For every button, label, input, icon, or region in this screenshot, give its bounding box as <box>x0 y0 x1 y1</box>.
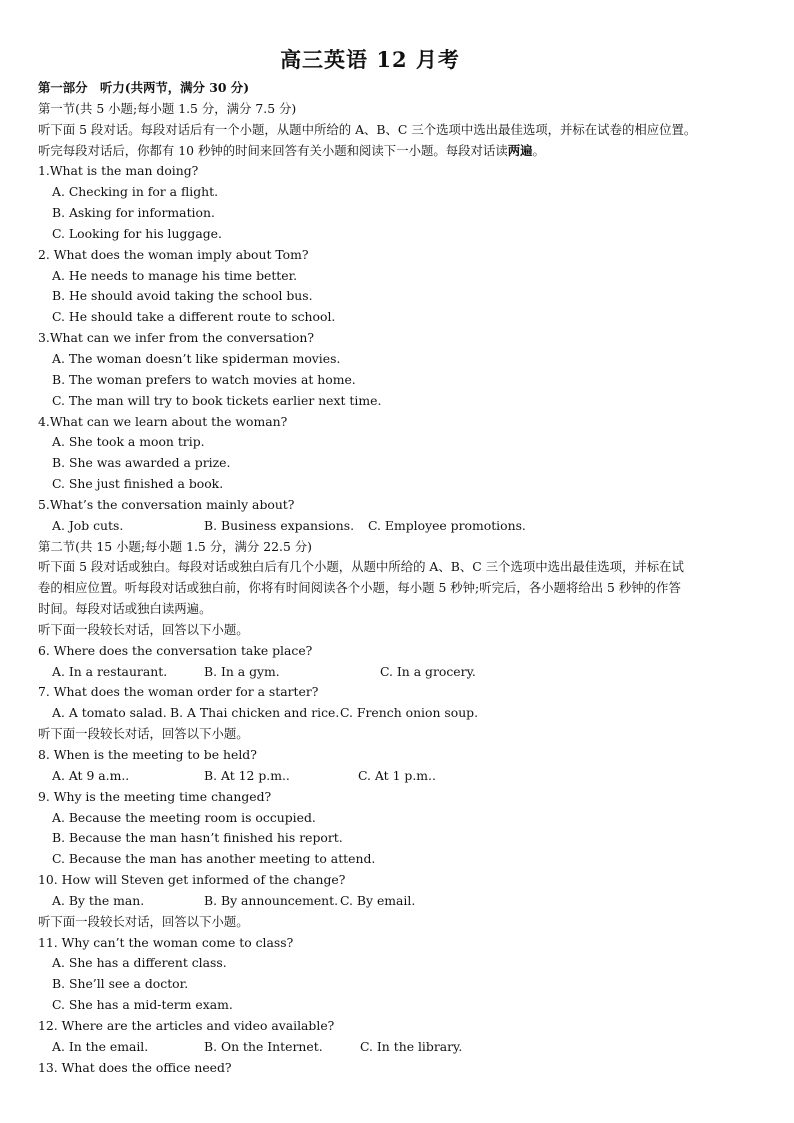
question-12-option-a: A. In the email. <box>52 1038 149 1054</box>
question-10-option-a: A. By the man. <box>52 892 145 908</box>
long-dialogue-note-1: 听下面一段较长对话，回答以下小题。 <box>38 621 249 637</box>
question-5-options <box>38 516 760 537</box>
question-6-option-a: A. In a restaurant. <box>52 663 168 679</box>
question-3: 3.What can we infer from the conversation? <box>38 330 314 346</box>
question-1-option-c: C. Looking for his luggage. <box>52 225 222 241</box>
question-5-option-b: B. Business expansions. <box>204 517 355 533</box>
question-12-option-b: B. On the Internet. <box>204 1038 323 1054</box>
question-12: 12. Where are the articles and video available? <box>38 1017 335 1033</box>
question-3-option-c: C. The man will try to book tickets earlier next time. <box>52 392 382 408</box>
question-11: 11. Why can’t the woman come to class? <box>38 934 294 950</box>
question-3-option-b: B. The woman prefers to watch movies at home. <box>52 371 356 387</box>
question-13: 13. What does the office need? <box>38 1059 232 1075</box>
section1-instructions-2c: 。 <box>532 142 545 158</box>
question-11-option-b: B. She’ll see a doctor. <box>52 976 189 992</box>
question-5: 5.What’s the conversation mainly about? <box>38 496 295 512</box>
section2-instructions-3: 时间。每段对话或独白读两遍。 <box>38 601 212 617</box>
question-1-option-b: B. Asking for information. <box>52 205 215 221</box>
section1-instructions-2b: 两遍 <box>507 142 533 158</box>
question-5-option-c: C. Employee promotions. <box>368 517 526 533</box>
question-11-option-c: C. She has a mid-term exam. <box>52 997 233 1013</box>
question-8-option-a: A. At 9 a.m.. <box>52 767 130 783</box>
question-4-option-a: A. She took a moon trip. <box>52 434 205 450</box>
section1-heading: 第一节(共 5 小题;每小题 1.5 分，满分 7.5 分) <box>38 100 297 116</box>
question-12-option-c: C. In the library. <box>360 1038 463 1054</box>
question-8-option-c: C. At 1 p.m.. <box>358 767 436 783</box>
question-4-option-c: C. She just finished a book. <box>52 476 224 492</box>
question-7-options <box>38 703 760 724</box>
question-1-option-a: A. Checking in for a flight. <box>52 184 219 200</box>
question-6-options <box>38 662 760 683</box>
page-title: 高三英语 12 月考 <box>280 47 460 72</box>
question-10-option-b: B. By announcement. <box>204 892 339 908</box>
question-6: 6. Where does the conversation take place? <box>38 642 313 658</box>
question-10-option-c: C. By email. <box>340 892 416 908</box>
question-1: 1.What is the man doing? <box>38 163 199 179</box>
section2-heading: 第二节(共 15 小题;每小题 1.5 分，满分 22.5 分) <box>38 538 313 554</box>
section1-instructions-2a: 听完每段对话后，你都有 10 秒钟的时间来回答有关小题和阅读下一小题。每段对话读 <box>38 142 508 158</box>
question-10: 10. How will Steven get informed of the change? <box>38 872 346 888</box>
question-4-option-b: B. She was awarded a prize. <box>52 455 231 471</box>
section1-instructions-1: 听下面 5 段对话。每段对话后有一个小题，从题中所给的 A、B、C 三个选项中选出最佳选项，并标在试卷的相应位置。 <box>38 121 697 137</box>
long-dialogue-note-2: 听下面一段较长对话，回答以下小题。 <box>38 726 249 742</box>
question-7-option-a: A. A tomato salad. <box>52 705 167 721</box>
question-3-option-a: A. The woman doesn’t like spiderman movies. <box>52 350 341 366</box>
question-2: 2. What does the woman imply about Tom? <box>38 246 309 262</box>
exam-content <box>38 78 760 1079</box>
question-9-option-b: B. Because the man hasn’t finished his report. <box>52 830 343 846</box>
question-9: 9. Why is the meeting time changed? <box>38 788 272 804</box>
question-7-option-b: B. A Thai chicken and rice. <box>170 705 340 721</box>
question-2-option-b: B. He should avoid taking the school bus. <box>52 288 313 304</box>
question-2-option-c: C. He should take a different route to school. <box>52 309 336 325</box>
question-10-options <box>38 891 760 912</box>
part1-heading: 第一部分 听力(共两节，满分 30 分) <box>38 80 250 95</box>
question-7-option-c: C. French onion soup. <box>340 705 479 721</box>
long-dialogue-note-3: 听下面一段较长对话，回答以下小题。 <box>38 913 249 929</box>
question-9-option-a: A. Because the meeting room is occupied. <box>52 809 316 825</box>
section2-instructions-1: 听下面 5 段对话或独白。每段对话或独白后有几个小题，从题中所给的 A、B、C 三个选项中选出最佳选项，并标在试 <box>38 559 684 575</box>
question-8-option-b: B. At 12 p.m.. <box>204 767 290 783</box>
question-7: 7. What does the woman order for a starter? <box>38 684 319 700</box>
section2-instructions-2: 卷的相应位置。听每段对话或独白前，你将有时间阅读各个小题，每小题 5 秒钟;听完后，各小题将给出 5 秒钟的作答 <box>38 580 681 596</box>
question-6-option-c: C. In a grocery. <box>380 663 476 679</box>
question-12-options <box>38 1037 760 1058</box>
section1-instructions-2 <box>38 141 760 162</box>
question-6-option-b: B. In a gym. <box>204 663 280 679</box>
question-8-options <box>38 766 760 787</box>
question-11-option-a: A. She has a different class. <box>52 955 227 971</box>
question-8: 8. When is the meeting to be held? <box>38 747 257 762</box>
question-5-option-a: A. Job cuts. <box>52 517 124 533</box>
question-9-option-c: C. Because the man has another meeting to attend. <box>52 851 376 867</box>
question-4: 4.What can we learn about the woman? <box>38 413 288 429</box>
question-2-option-a: A. He needs to manage his time better. <box>52 267 298 283</box>
